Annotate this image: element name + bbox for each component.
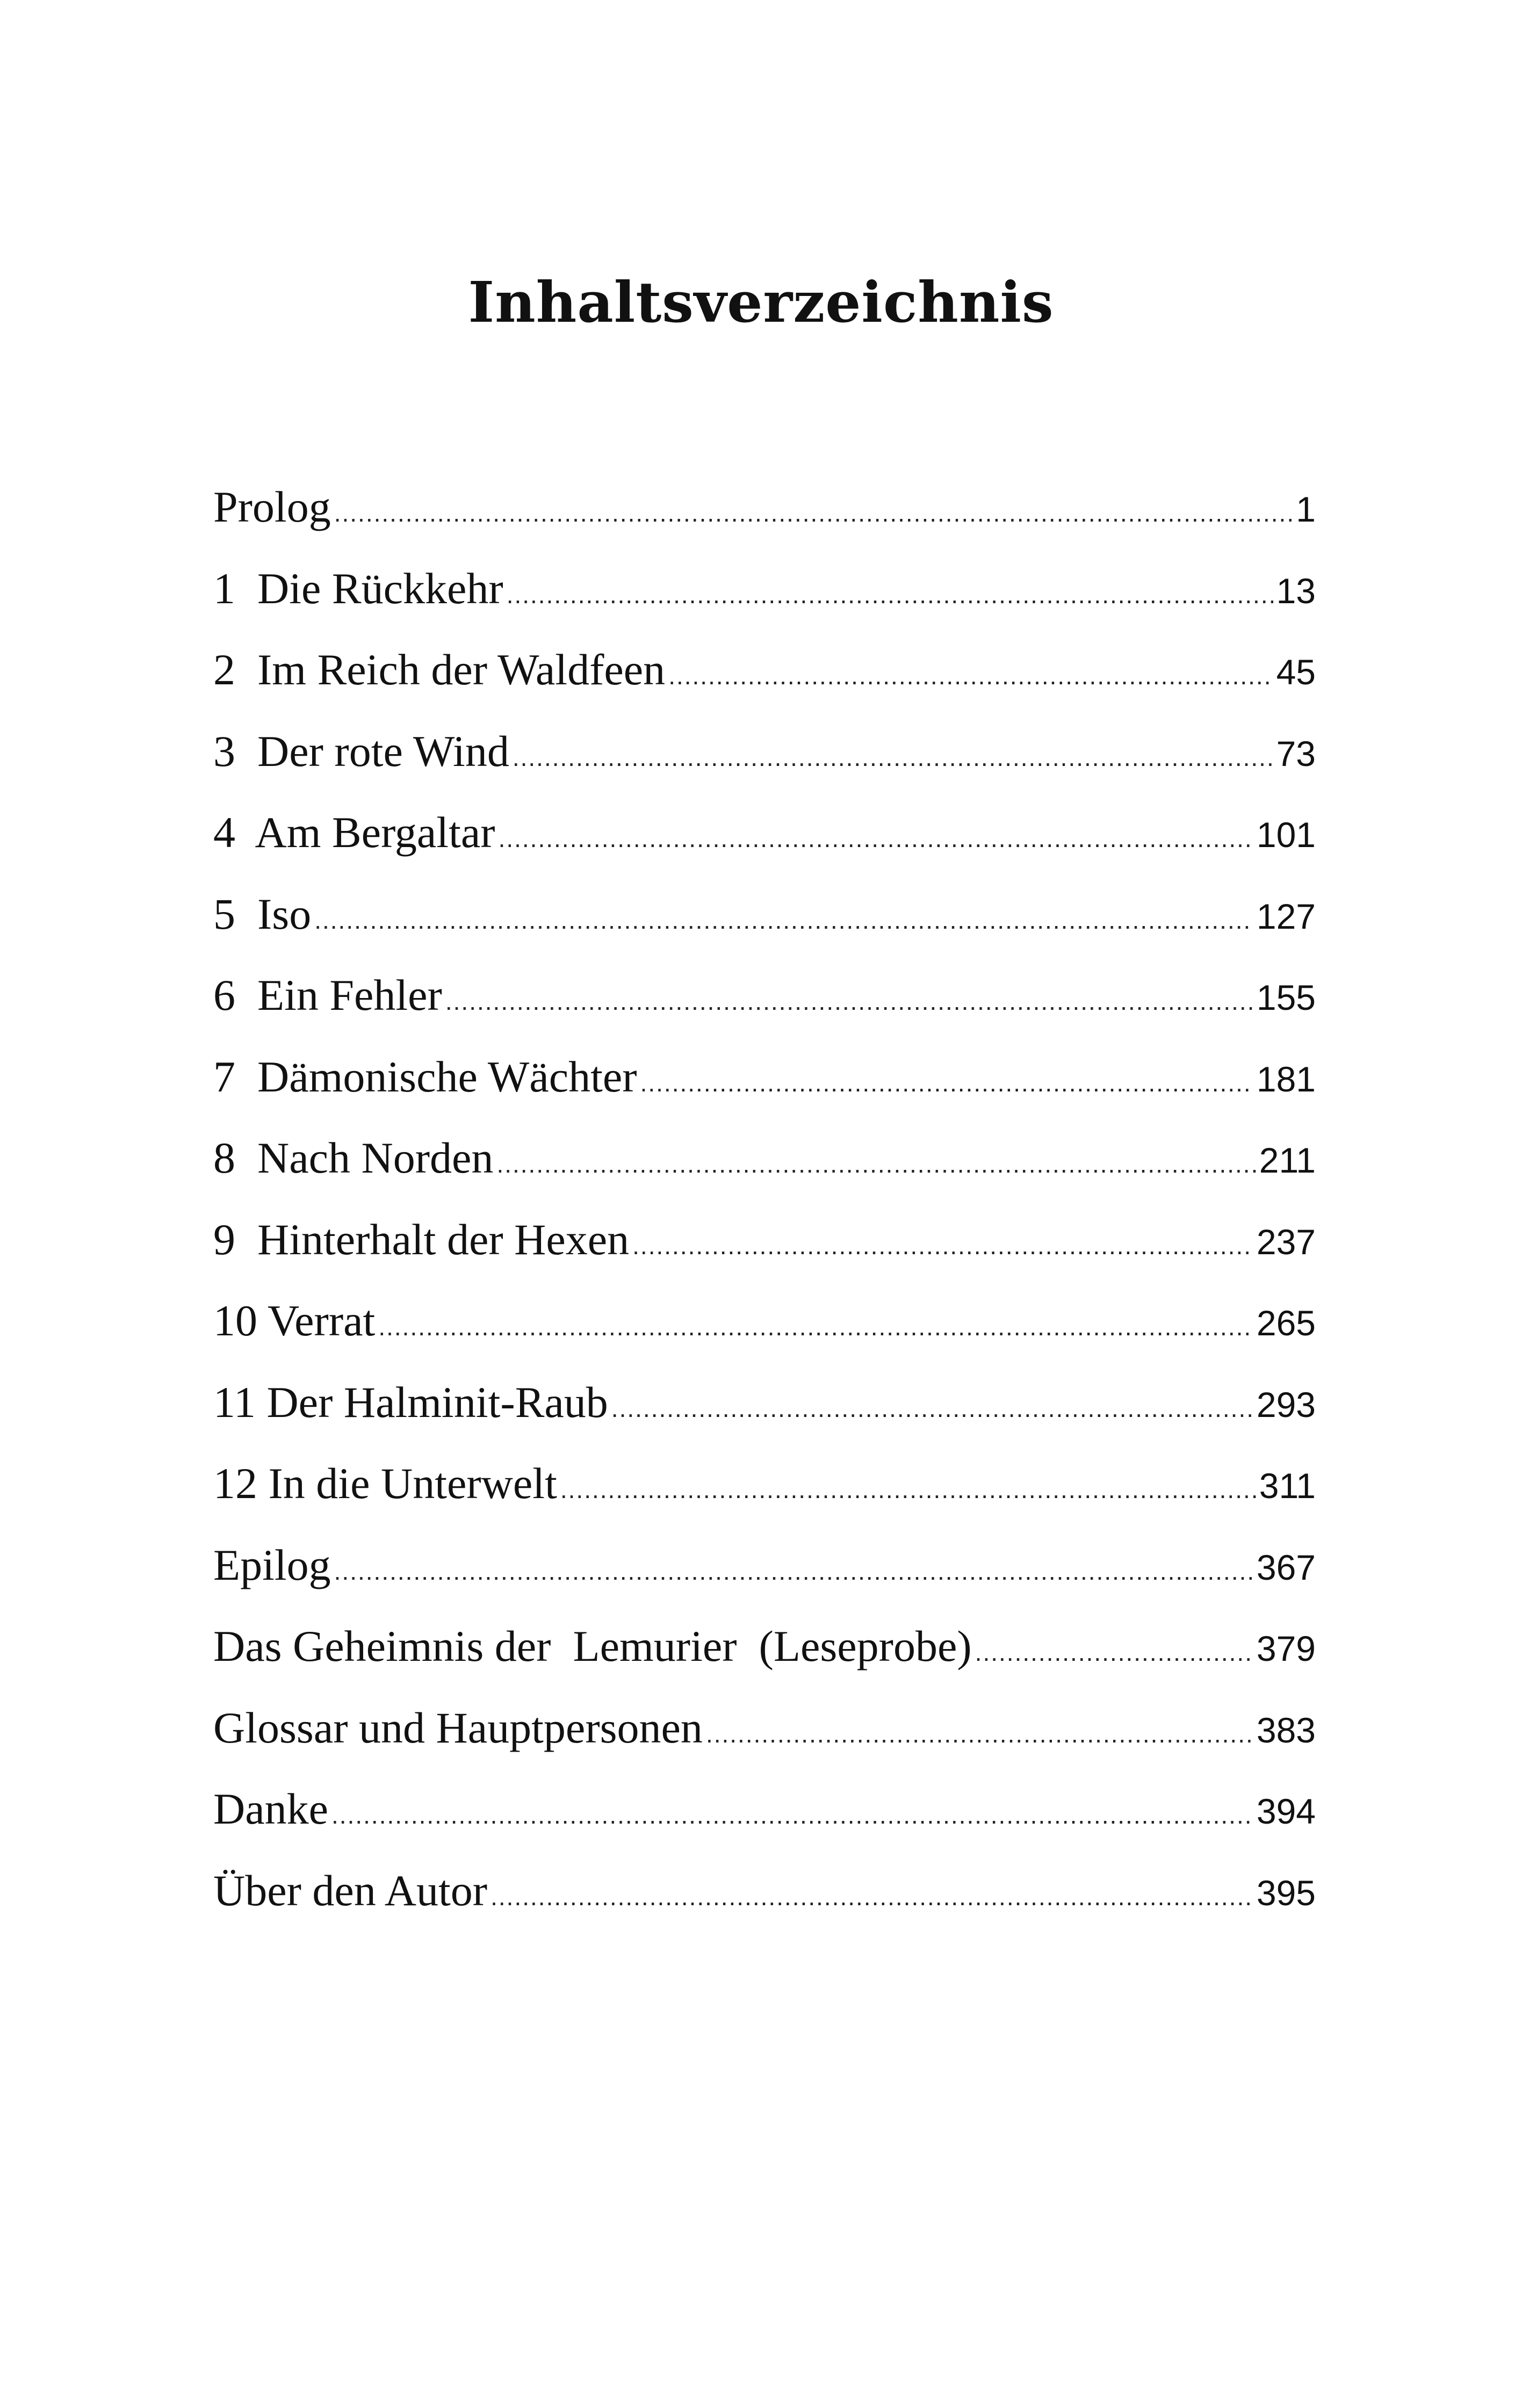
toc-entry: [213, 711, 1316, 792]
toc-entry-label: Das Geheimnis der Lemurier (Leseprobe): [213, 1622, 972, 1671]
toc-entry-page-number: 45: [1276, 652, 1316, 692]
toc-entry-page-number: 1: [1296, 489, 1316, 529]
dot-leader: [632, 1205, 1253, 1287]
dot-leader: [499, 798, 1253, 880]
toc-entry: [213, 1280, 1316, 1362]
toc-entry-page-number: 311: [1259, 1466, 1316, 1506]
toc-entry: [213, 629, 1316, 711]
dot-leader: [496, 1124, 1256, 1205]
toc-entry-page-number: 383: [1256, 1710, 1316, 1750]
dot-leader: [640, 1043, 1253, 1124]
toc-entry-label: 10 Verrat: [213, 1296, 376, 1345]
toc-entry-label: 6 Ein Fehler: [213, 971, 442, 1019]
toc-entry: [213, 466, 1316, 548]
toc-entry-label: 4 Am Bergaltar: [213, 808, 495, 857]
dot-leader: [560, 1449, 1256, 1531]
toc-entry-page-number: 211: [1259, 1140, 1316, 1180]
toc-entry-page-number: 101: [1256, 815, 1316, 855]
toc-entry: [213, 1036, 1316, 1118]
toc-entry-page-number: 73: [1276, 733, 1316, 773]
dot-leader: [668, 635, 1273, 717]
toc-entry-page-number: 13: [1276, 570, 1316, 611]
toc-entry-label: Epilog: [213, 1540, 331, 1589]
table-of-contents: [213, 466, 1316, 1931]
toc-entry-label: 3 Der rote Wind: [213, 726, 509, 776]
toc-entry: [213, 1199, 1316, 1281]
toc-entry: [213, 548, 1316, 630]
toc-entry-label: 11 Der Halminit-Raub: [213, 1377, 608, 1427]
toc-entry-page-number: 265: [1256, 1303, 1316, 1343]
toc-entry-label: Über den Autor: [213, 1865, 488, 1915]
toc-entry: [213, 873, 1316, 955]
toc-entry-page-number: 394: [1256, 1791, 1316, 1831]
toc-entry: [213, 792, 1316, 873]
dot-leader: [378, 1286, 1253, 1368]
toc-entry: [213, 954, 1316, 1036]
toc-entry-label: 1 Die Rückkehr: [213, 563, 503, 613]
toc-entry-page-number: 293: [1256, 1384, 1316, 1424]
toc-entry: [213, 1606, 1316, 1687]
dot-leader: [706, 1694, 1253, 1775]
toc-entry-label: 12 In die Unterwelt: [213, 1459, 557, 1508]
toc-entry-label: Prolog: [213, 482, 331, 531]
toc-entry-label: Glossar und Hauptpersonen: [213, 1703, 703, 1752]
toc-entry-page-number: 379: [1256, 1629, 1316, 1668]
dot-leader: [314, 880, 1253, 961]
toc-entry: [213, 1768, 1316, 1850]
dot-leader: [975, 1612, 1253, 1694]
toc-entry: [213, 1362, 1316, 1443]
toc-entry-label: 9 Hinterhalt der Hexen: [213, 1214, 630, 1264]
toc-entry-label: 8 Nach Norden: [213, 1133, 494, 1182]
dot-leader: [445, 961, 1253, 1043]
dot-leader: [507, 554, 1273, 636]
toc-entry: [213, 1687, 1316, 1769]
toc-entry-label: 5 Iso: [213, 889, 312, 938]
toc-entry: [213, 1850, 1316, 1932]
toc-entry-label: Danke: [213, 1784, 329, 1833]
toc-entry-page-number: 395: [1256, 1872, 1316, 1913]
toc-entry: [213, 1524, 1316, 1606]
dot-leader: [334, 473, 1293, 554]
dot-leader: [611, 1368, 1253, 1450]
dot-leader: [513, 717, 1273, 799]
toc-entry-page-number: 367: [1256, 1547, 1316, 1587]
toc-entry-label: 2 Im Reich der Waldfeen: [213, 645, 666, 694]
page-title: Inhaltsverzeichnis: [468, 269, 1054, 335]
toc-entry-page-number: 155: [1256, 978, 1316, 1017]
toc-entry: [213, 1443, 1316, 1524]
toc-entry-label: 7 Dämonische Wächter: [213, 1052, 637, 1101]
toc-entry-page-number: 127: [1256, 896, 1316, 936]
toc-entry-page-number: 237: [1256, 1221, 1316, 1262]
dot-leader: [490, 1856, 1253, 1938]
toc-entry-page-number: 181: [1256, 1059, 1316, 1099]
toc-entry: [213, 1117, 1316, 1199]
dot-leader: [331, 1775, 1253, 1856]
dot-leader: [334, 1531, 1253, 1612]
